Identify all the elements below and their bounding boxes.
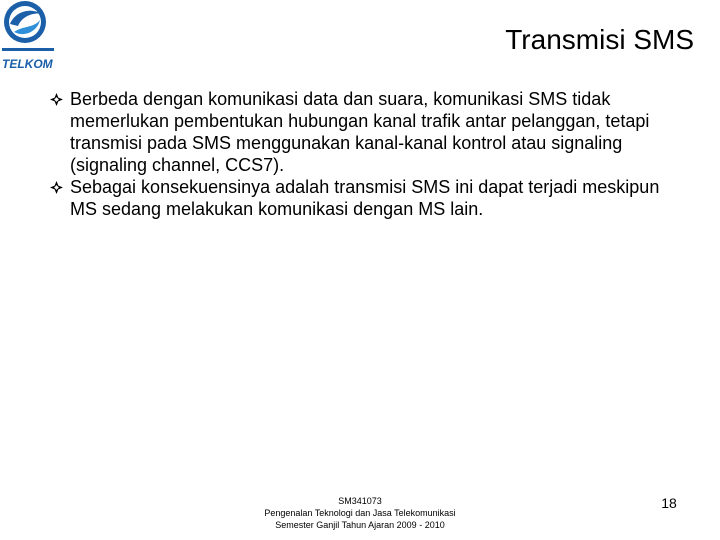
page-number: 18 <box>661 495 677 511</box>
bullet-item <box>48 88 688 176</box>
telkom-logo-icon <box>0 0 60 72</box>
bullet-text: Berbeda dengan komunikasi data dan suara, komunikasi SMS tidak memerlukan pembentukan hubungan kanal trafik antar pelanggan, tetapi transmisi pada SMS menggunakan kanal-kanal kontrol atau signaling (signaling channel, CCS7). <box>70 89 650 175</box>
diamond-bullet-icon <box>50 181 63 194</box>
diamond-bullet-icon <box>50 93 63 106</box>
bullet-item <box>48 176 688 220</box>
bullet-list <box>48 88 688 220</box>
footer-semester: Semester Ganjil Tahun Ajaran 2009 - 2010 <box>275 520 445 530</box>
svg-text:TELKOM: TELKOM <box>2 57 53 71</box>
bullet-text: Sebagai konsekuensinya adalah transmisi SMS ini dapat terjadi meskipun MS sedang melakukan komunikasi dengan MS lain. <box>70 177 660 219</box>
slide-title: Transmisi SMS <box>505 24 694 55</box>
footer-course-name: Pengenalan Teknologi dan Jasa Telekomunikasi <box>264 508 456 518</box>
footer-course-code: SM341073 <box>338 496 382 506</box>
slide-footer <box>222 495 498 531</box>
